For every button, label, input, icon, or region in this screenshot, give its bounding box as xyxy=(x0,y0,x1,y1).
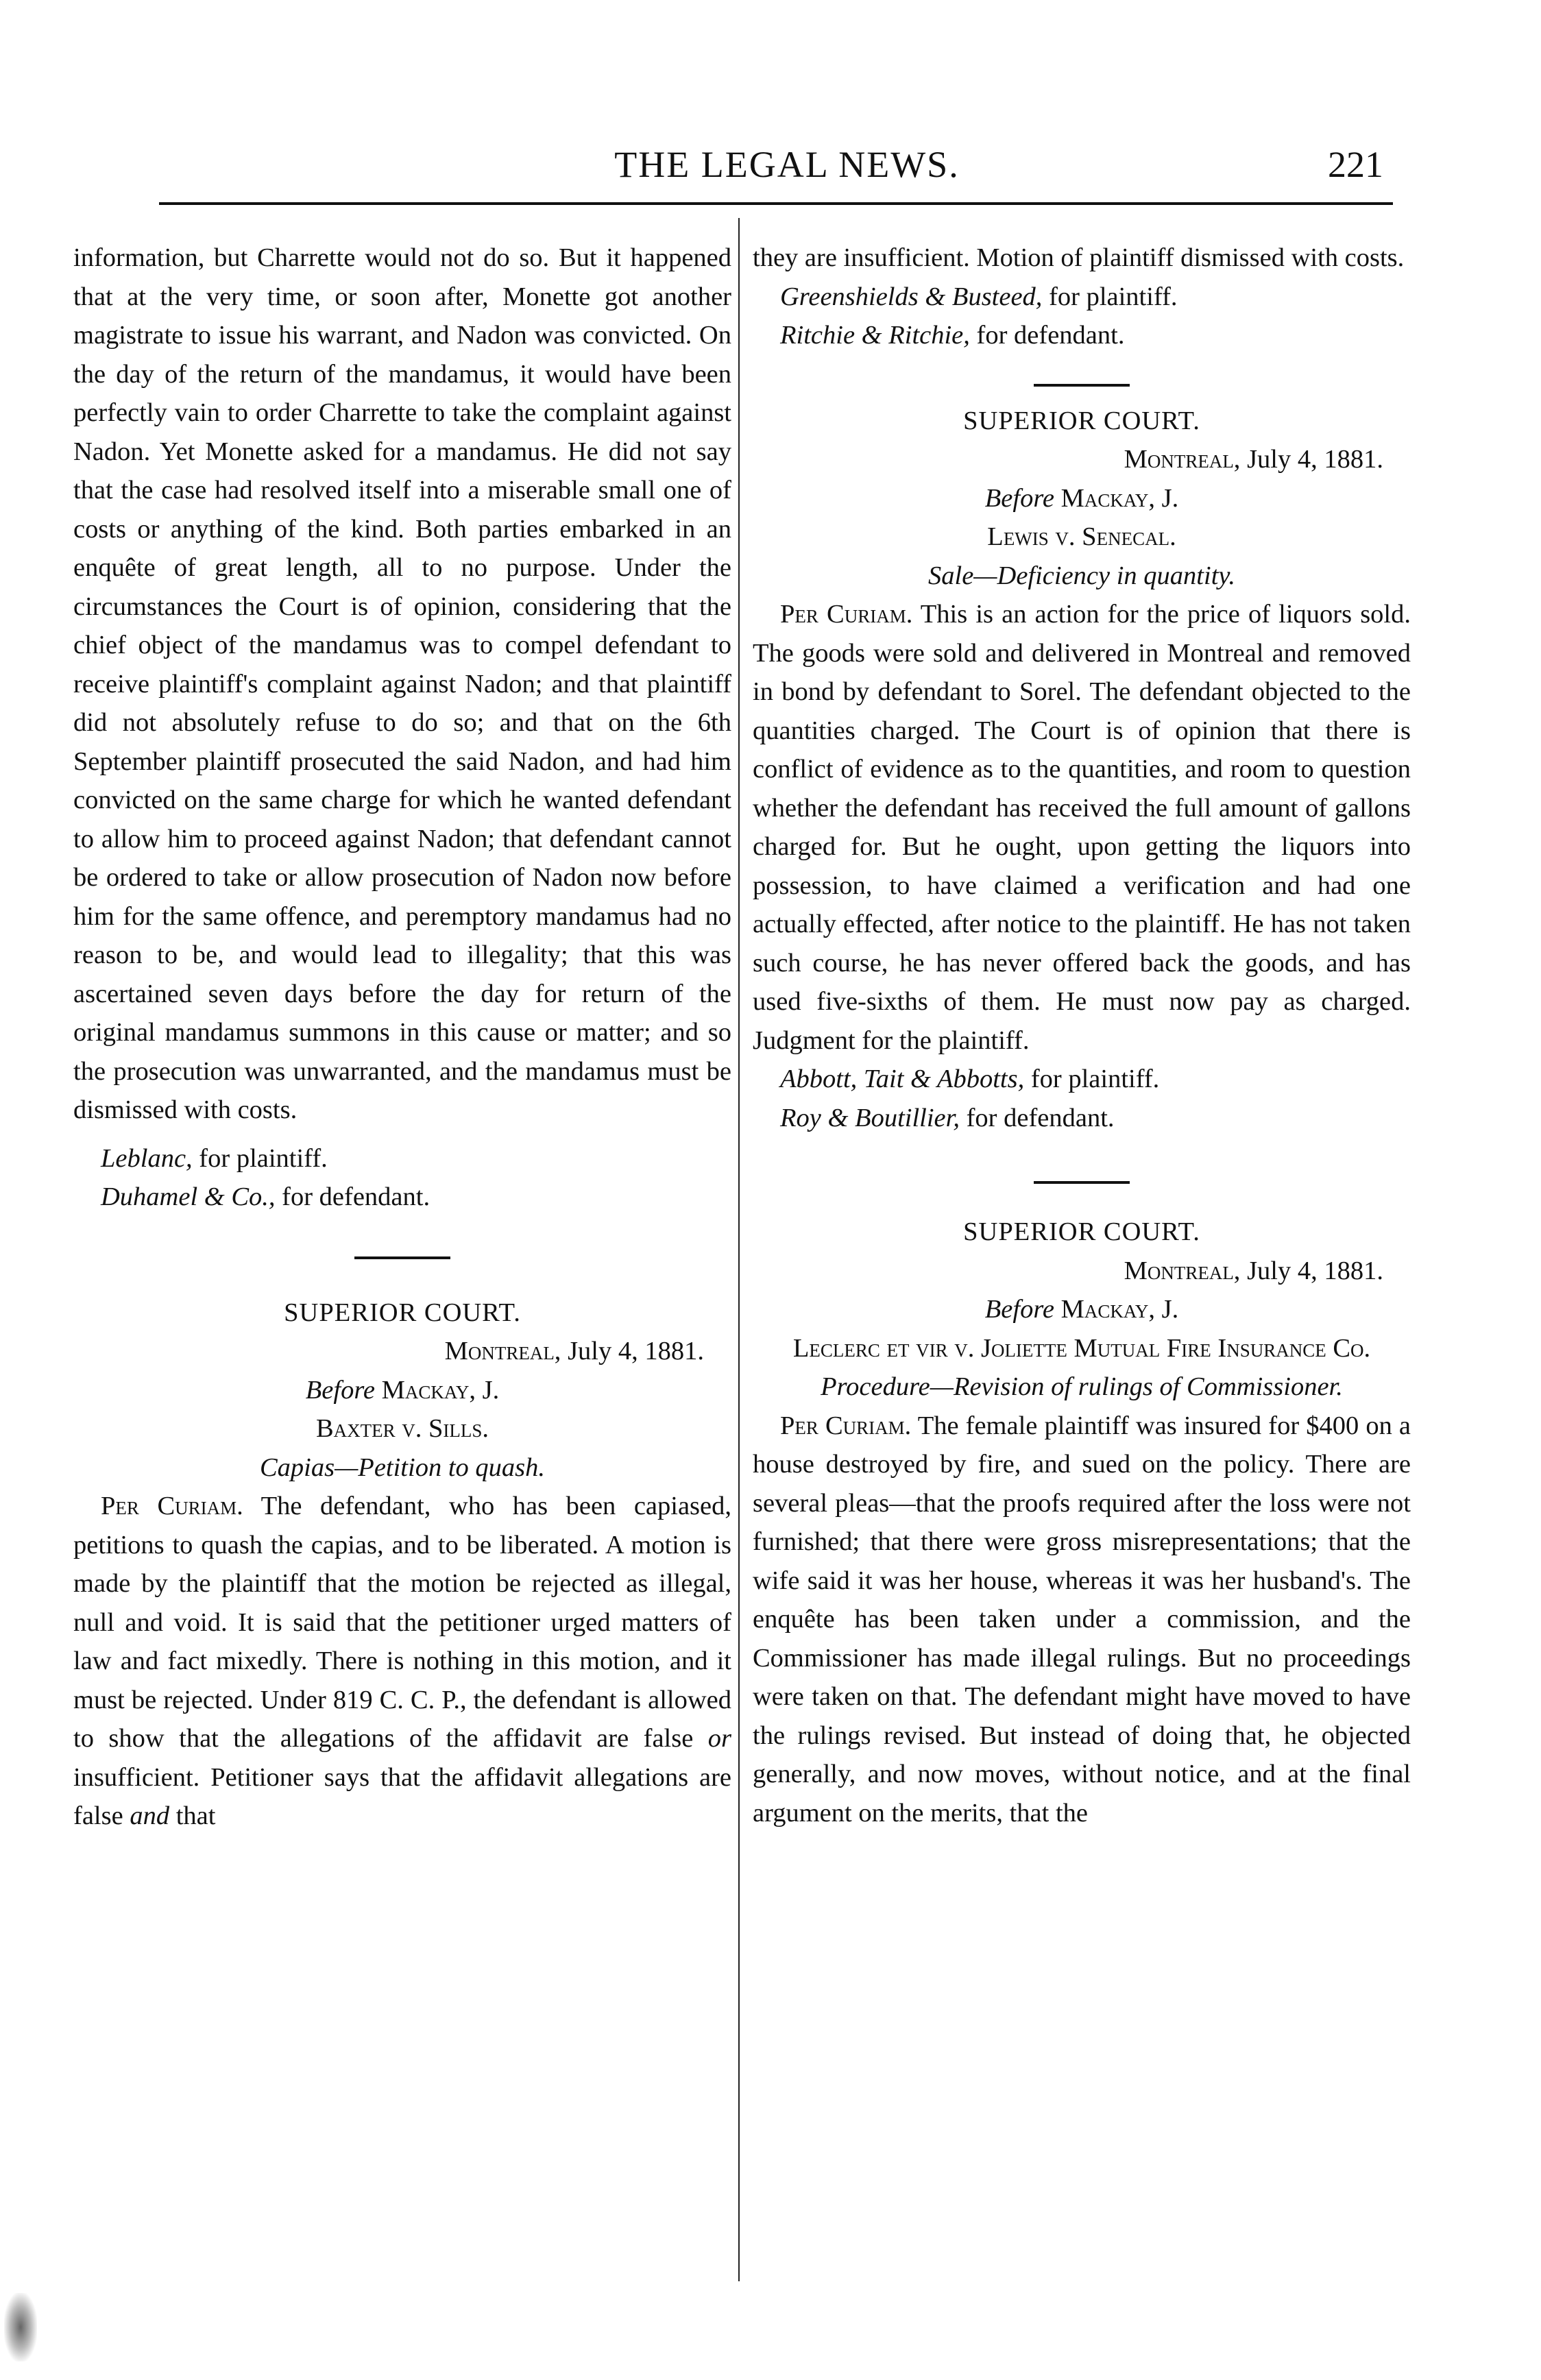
counsel-plaintiff-name: Greenshields & Busteed, xyxy=(780,282,1043,311)
judge-line xyxy=(73,1371,731,1410)
dateline-place: Montreal, xyxy=(1124,445,1241,474)
section-divider xyxy=(1034,384,1130,387)
dateline-date: July 4, 1881. xyxy=(1240,445,1383,474)
counsel-plaintiff-role: for plaintiff. xyxy=(1042,282,1178,311)
column-divider xyxy=(738,218,740,2281)
counsel-defendant-name: Ritchie & Ritchie, xyxy=(780,321,970,350)
counsel-defendant xyxy=(753,316,1411,355)
per-curiam: Per Curiam. xyxy=(780,1411,912,1440)
dateline-date: July 4, 1881. xyxy=(561,1337,704,1365)
per-curiam: Per Curiam. xyxy=(780,600,913,629)
running-title: THE LEGAL NEWS. xyxy=(614,144,960,185)
continued-judgment-text: information, but Charrette would not do so. But it happened that at the very time, or soon after, Monette got another magistrate to issue his warrant, and Nadon was convicted. On the day of the return of the mandamus, it would have been perfectly vain to order Charrette to take the complaint against Nadon. Yet Monette asked for a mandamus. He did not say that the case had resolved itself into a miserable small one of costs or anything of the kind. Both parties embarked in an enquête of great length, all to no purpose. Under the circumstances the Court is of opinion, considering that the chief object of the mandamus was to compel defendant to receive plaintiff's complaint against Nadon; and that plaintiff did not absolutely refuse to do so; and that on the 6th September plaintiff prosecuted the said Nadon, and had him convicted on the same charge for which he wanted defendant to allow him to proceed against Nadon; that defendant cannot be ordered to take or allow prosecution of Nadon now before him for the same offence, and peremptory mandamus had no reason to be, and would lead to illegality; that this was ascertained seven days before the day for return of the original mandamus summons in this cause or matter; and so the prosecution was unwarranted, and the mandamus must be dismissed with costs. xyxy=(73,243,731,1124)
dateline-date: July 4, 1881. xyxy=(1240,1256,1383,1285)
judge-before: Before xyxy=(305,1375,375,1405)
case-subject: Capias—Petition to quash. xyxy=(259,1453,546,1482)
case-parties: Baxter v. Sills. xyxy=(315,1414,489,1443)
judge-line xyxy=(753,1290,1411,1329)
judgment-text: This is an action for the price of liquors sold. The goods were sold and delivered in Montreal and removed in bond by defendant to Sorel. The defendant objected to the quantities charged. The Court is of opinion that there is conflict of evidence as to the quantities, and room to question whether the defendant has received the full amount of gallons charged for. But he ought, upon getting the liquors into possession, to have claimed a verification and had one actually effected, after notice to the plaintiff. He has not taken such course, he has never offered back the goods, and has used five-sixths of them. He must now pay as charged. Judgment for the plaintiff. xyxy=(753,600,1411,1055)
counsel-plaintiff-name: Leblanc, xyxy=(101,1143,193,1173)
counsel-plaintiff-role: for plaintiff. xyxy=(192,1143,328,1173)
judgment-text: The defendant, who has been capiased, petitions to quash the capias, and to be liberated. A motion is made by the plaintiff that the motion be rejected as illegal, null and void. It is said that the petitioner urged matters of law and fact mixedly. There is nothing in this motion, and it must be rejected. Under 819 C. C. P., the defendant is allowed to show that the allegations of the affidavit are false xyxy=(73,1492,731,1753)
court-heading: SUPERIOR COURT. xyxy=(963,1217,1200,1246)
judge-name: Mackay, J. xyxy=(374,1375,500,1405)
header-rule xyxy=(159,202,1393,205)
left-column xyxy=(73,239,731,1836)
emphasis-and: and xyxy=(130,1801,170,1830)
counsel-plaintiff xyxy=(753,278,1411,317)
dateline xyxy=(753,440,1411,479)
judge-before: Before xyxy=(984,1295,1054,1324)
counsel-defendant xyxy=(73,1178,731,1217)
scan-smudge xyxy=(4,2293,37,2361)
case-judgment xyxy=(73,1487,731,1836)
case-judgment xyxy=(753,595,1411,1060)
case-parties: Leclerc et vir v. Joliette Mutual Fire Insurance Co. xyxy=(792,1333,1371,1363)
counsel-defendant-name: Duhamel & Co., xyxy=(101,1182,276,1211)
judge-before: Before xyxy=(984,483,1054,513)
emphasis-or: or xyxy=(707,1724,731,1753)
section-divider xyxy=(1034,1181,1130,1184)
running-head xyxy=(185,137,1389,192)
judge-name: Mackay, J. xyxy=(1054,1295,1179,1324)
judgment-text-cont: insufficient. Petitioner says that the affidavit allegations are false xyxy=(73,1762,731,1830)
judgment-text: The female plaintiff was insured for $400 on a house destroyed by fire, and sued on the policy. There are several pleas—that the proofs required after the loss were not furnished; that there were gross misrepresentations; that the wife said it was her house, whereas it was her husband's. The enquête has been taken under a commission, and the Commissioner has made illegal rulings. But no proceedings were taken on that. The defendant might have moved to have the rulings revised. But instead of doing that, he objected generally, and now moves, without notice, and at the final argument on the merits, that the xyxy=(753,1411,1411,1827)
dateline xyxy=(73,1332,731,1371)
section-divider xyxy=(354,1256,450,1259)
judge-line xyxy=(753,479,1411,518)
judge-name: Mackay, J. xyxy=(1054,483,1179,513)
court-heading: SUPERIOR COURT. xyxy=(963,406,1200,435)
counsel-plaintiff-role: for plaintiff. xyxy=(1024,1065,1160,1093)
case-parties: Lewis v. Senecal. xyxy=(987,522,1176,551)
court-heading: SUPERIOR COURT. xyxy=(284,1298,521,1327)
right-column xyxy=(753,239,1411,1832)
counsel-defendant xyxy=(753,1099,1411,1138)
counsel-plaintiff xyxy=(73,1139,731,1178)
counsel-defendant-name: Roy & Boutillier, xyxy=(780,1103,960,1132)
per-curiam: Per Curiam. xyxy=(101,1492,243,1520)
counsel-defendant-role: for defendant. xyxy=(275,1182,430,1211)
counsel-plaintiff-name: Abbott, Tait & Abbotts, xyxy=(780,1065,1025,1093)
dateline-place: Montreal, xyxy=(1124,1256,1241,1285)
dateline-place: Montreal, xyxy=(444,1337,561,1365)
case-subject: Sale—Deficiency in quantity. xyxy=(928,561,1235,590)
counsel-defendant-role: for defendant. xyxy=(969,321,1125,350)
case-judgment xyxy=(753,1407,1411,1833)
page-number: 221 xyxy=(1328,144,1383,185)
case-subject: Procedure—Revision of rulings of Commissioner. xyxy=(821,1372,1343,1401)
continued-judgment-text: they are insufficient. Motion of plaintiff dismissed with costs. xyxy=(753,243,1405,272)
judgment-text-end: that xyxy=(169,1801,216,1830)
counsel-plaintiff xyxy=(753,1060,1411,1099)
counsel-defendant-role: for defendant. xyxy=(959,1103,1115,1132)
dateline xyxy=(753,1252,1411,1291)
